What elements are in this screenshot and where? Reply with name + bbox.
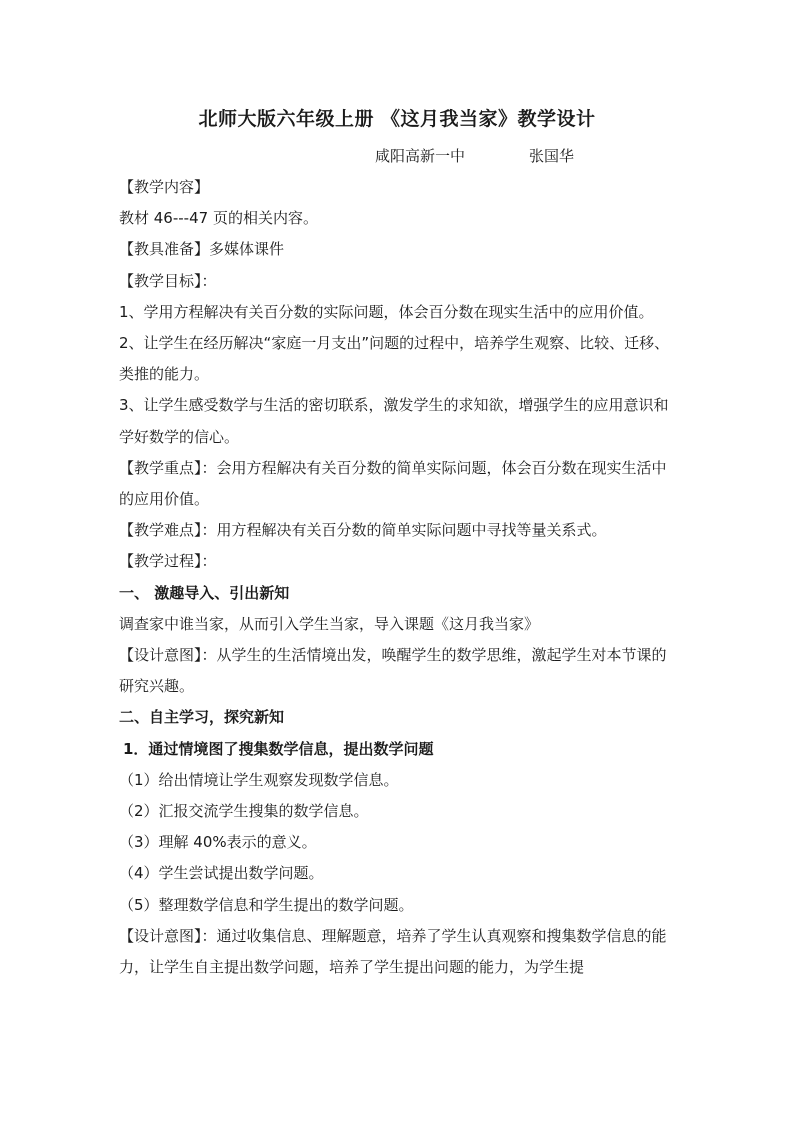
tools-line: 【教具准备】多媒体课件	[119, 240, 285, 259]
part1-text: 调查家中谁当家，从而引入学生当家，导入课题《这月我当家》	[119, 614, 540, 633]
content-heading: 【教学内容】	[119, 178, 210, 196]
difficulty: 【教学难点】：用方程解决有关百分数的简单实际问题中寻找等量关系式。	[119, 521, 607, 540]
step-2: （2）汇报交流学生搜集的数学信息。	[119, 802, 369, 821]
document-title: 北师大版六年级上册 《这月我当家》教学设计	[198, 108, 596, 130]
part2-heading: 二、自主学习，探究新知	[119, 708, 285, 727]
step-4: （4）学生尝试提出数学问题。	[119, 864, 324, 883]
key-point: 【教学重点】：会用方程解决有关百分数的简单实际问题，体会百分数在现实生活中的应用价值。	[119, 458, 667, 509]
part1-heading: 一、 激趣导入、引出新知	[119, 583, 290, 602]
step-5: （5）整理数学信息和学生提出的数学问题。	[119, 895, 414, 914]
part1-intent: 【设计意图】：从学生的生活情境出发，唤醒学生的数学思维，激起学生对本节课的研究兴趣。	[119, 646, 667, 696]
content-text: 教材 46---47 页的相关内容。	[119, 209, 318, 228]
goal-3: 3、让学生感受数学与生活的密切联系，激发学生的求知欲，增强学生的应用意识和学好数学的信心。	[119, 396, 669, 446]
part2-intent: 【设计意图】：通过收集信息、理解题意，培养了学生认真观察和搜集数学信息的能力，让学生自主提出数学问题，培养了学生提出问题的能力，为学生提	[119, 926, 667, 977]
goal-2: 2、让学生在经历解决“家庭一月支出”问题的过程中，培养学生观察、比较、迁移、类推的能力。	[119, 334, 670, 384]
author-school: 咸阳高新一中	[375, 147, 466, 165]
goal-1: 1、学用方程解决有关百分数的实际问题，体会百分数在现实生活中的应用价值。	[119, 302, 654, 321]
step-1: （1）给出情境让学生观察发现数学信息。	[119, 770, 399, 789]
step-3: （3）理解 40%表示的意义。	[119, 833, 317, 852]
author-line	[375, 145, 574, 166]
author-name: 张国华	[529, 147, 575, 165]
part2-sub1: 1．通过情境图了搜集数学信息，提出数学问题	[123, 739, 434, 758]
goals-heading: 【教学目标】：	[119, 271, 217, 290]
document-body	[119, 172, 679, 983]
process-heading: 【教学过程】：	[119, 552, 217, 571]
